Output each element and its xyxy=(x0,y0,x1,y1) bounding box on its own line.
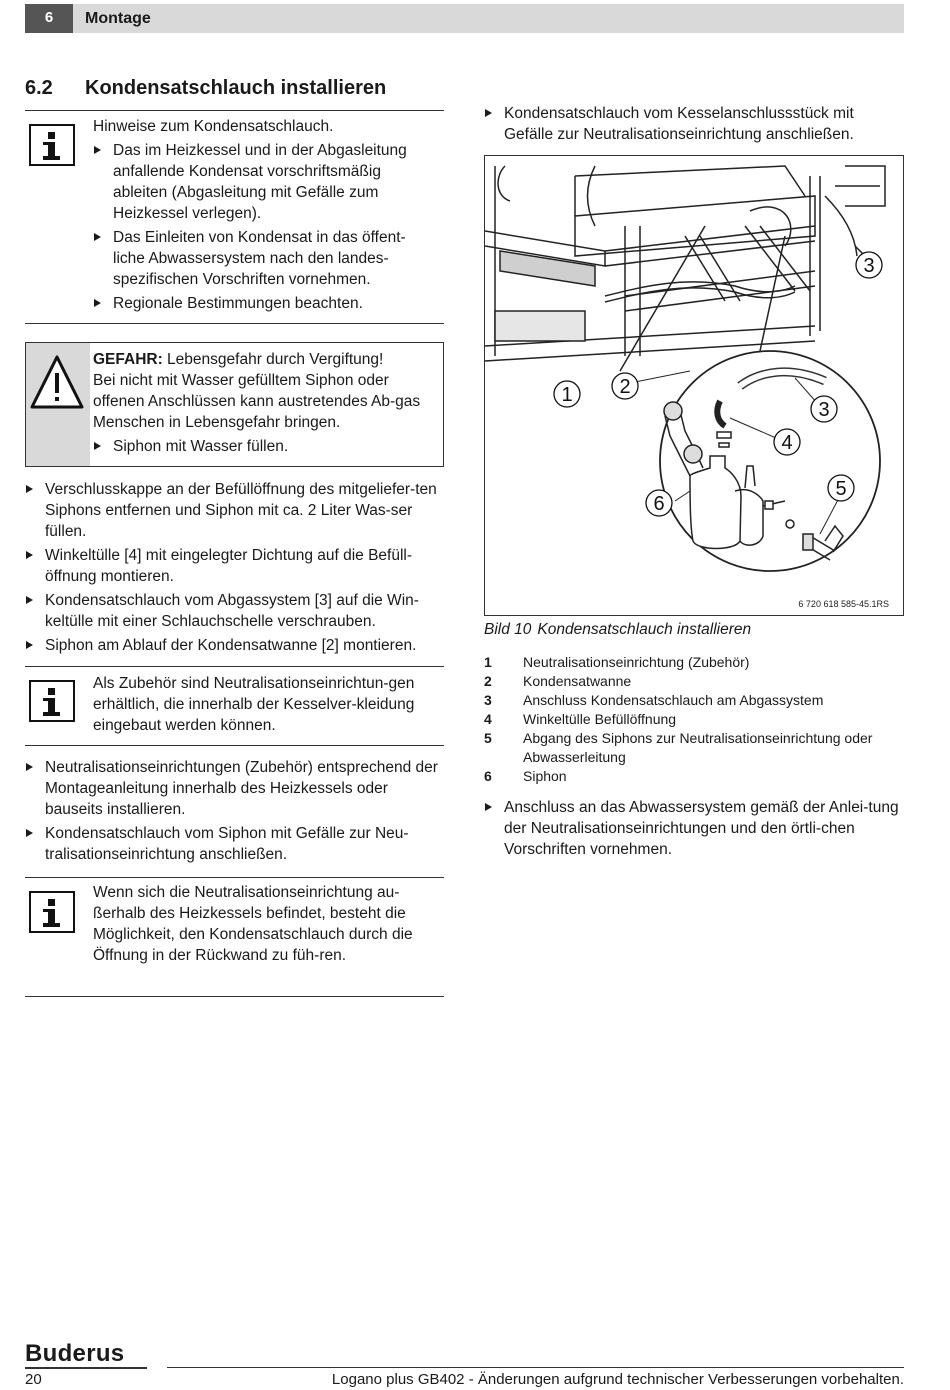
danger-warning-text xyxy=(93,349,428,457)
info-icon xyxy=(29,891,75,933)
legend-item: 6 Siphon xyxy=(484,768,567,784)
danger-heading: Lebensgefahr durch Vergiftung! xyxy=(162,351,384,368)
divider xyxy=(25,996,444,997)
instruction-steps-1 xyxy=(25,479,447,656)
info-icon xyxy=(29,124,75,166)
figure-condensate-installation xyxy=(484,155,904,616)
divider xyxy=(25,745,444,746)
page-number: 20 xyxy=(25,1371,42,1388)
instruction-steps-2 xyxy=(25,757,447,865)
chapter-title: Montage xyxy=(85,10,151,27)
instruction-step: Siphon am Ablauf der Kondensatwanne [2] montieren. xyxy=(25,635,447,656)
divider xyxy=(25,110,444,111)
figure-legend xyxy=(484,653,909,786)
callout-label: 1 xyxy=(561,384,573,406)
section-number: 6.2 xyxy=(25,77,53,99)
footer-divider xyxy=(25,1367,147,1369)
instruction-step: Winkeltülle [4] mit eingelegter Dichtung auf die Befüll-öffnung montieren. xyxy=(25,545,447,587)
divider xyxy=(25,877,444,878)
info-note-2-text: Als Zubehör sind Neutralisationseinrichtun-gen erhältlich, die innerhalb der Kesselver-kleidung eingebaut werden können. xyxy=(93,675,415,734)
instruction-step: Anschluss an das Abwassersystem gemäß der Anlei-tung der Neutralisationseinrichtungen und den örtli-chen Vorschriften vornehmen. xyxy=(484,797,904,860)
instruction-step-right-bottom xyxy=(484,797,904,860)
callout-label: 3 xyxy=(818,399,830,421)
brand-logo: Buderus xyxy=(25,1340,125,1367)
legend-item: 2 Kondensatwanne xyxy=(484,673,632,689)
callout-label: 5 xyxy=(835,478,847,500)
legend-item: 5 Abgang des Siphons zur Neutralisationseinrichtung oder Abwasserleitung xyxy=(484,730,873,765)
instruction-step: Kondensatschlauch vom Siphon mit Gefälle zur Neu-tralisationseinrichtung anschließen. xyxy=(25,823,447,865)
footer-divider xyxy=(167,1367,904,1368)
info-note-1-bullet: Regionale Bestimmungen beachten. xyxy=(93,293,433,314)
info-note-1 xyxy=(93,116,433,314)
danger-bullet: Siphon mit Wasser füllen. xyxy=(93,436,428,457)
info-note-2 xyxy=(93,673,418,736)
chapter-header xyxy=(25,4,904,33)
divider xyxy=(25,666,444,667)
instruction-step: Kondensatschlauch vom Abgassystem [3] auf die Win-keltülle mit einer Schlauchschelle verschrauben. xyxy=(25,590,447,632)
callout-label: 3 xyxy=(863,255,875,277)
divider xyxy=(25,323,444,324)
instruction-step: Neutralisationseinrichtungen (Zubehör) entsprechend der Montageanleitung innerhalb des Heizkessels oder bauseits installieren. xyxy=(25,757,447,820)
section-title: Kondensatschlauch installieren xyxy=(85,77,387,99)
callout-label: 2 xyxy=(619,376,631,398)
info-note-3-text: Wenn sich die Neutralisationseinrichtung au-ßerhalb des Heizkessels befindet, besteht die Möglichkeit, den Kondensatschlauch durch die Öffnung in der Rückwand zu füh-ren. xyxy=(93,884,413,964)
info-icon xyxy=(29,680,75,722)
instruction-step: Verschlusskappe an der Befüllöffnung des mitgeliefer-ten Siphons entfernen und Siphon mit ca. 2 Liter Was-ser füllen. xyxy=(25,479,447,542)
chapter-number: 6 xyxy=(25,4,73,33)
figure-reference-number: 6 720 618 585-45.1RS xyxy=(798,599,889,609)
figure-caption-text: Kondensatschlauch installieren xyxy=(537,621,752,638)
warning-side-panel xyxy=(26,343,90,466)
danger-label: GEFAHR: xyxy=(93,351,163,368)
callout-label: 6 xyxy=(653,493,665,515)
section-heading xyxy=(25,77,386,100)
footer-text: Logano plus GB402 - Änderungen aufgrund technischer Verbesserungen vorbehalten. xyxy=(331,1371,904,1388)
technical-illustration xyxy=(485,156,904,616)
figure-caption xyxy=(484,621,751,639)
info-note-1-bullet: Das im Heizkessel und in der Abgasleitung anfallende Kondensat vorschriftsmäßig ableiten (Abgasleitung mit Gefälle zum Heizkessel verlegen). xyxy=(93,140,433,224)
info-note-1-title: Hinweise zum Kondensatschlauch. xyxy=(93,118,334,135)
instruction-step: Kondensatschlauch vom Kesselanschlussstück mit Gefälle zur Neutralisationseinrichtung anschließen. xyxy=(484,103,904,145)
callout-label: 4 xyxy=(781,432,793,454)
info-note-3 xyxy=(93,882,418,966)
danger-description: Bei nicht mit Wasser gefülltem Siphon oder offenen Anschlüssen kann austretendes Ab-gas Menschen in Lebensgefahr bringen. xyxy=(93,372,421,431)
info-note-1-bullet: Das Einleiten von Kondensat in das öffent-liche Abwassersystem nach den landes-spezifischen Vorschriften vornehmen. xyxy=(93,227,433,290)
warning-triangle-icon xyxy=(26,343,90,413)
figure-caption-number: Bild 10 xyxy=(484,621,532,638)
legend-item: 3 Anschluss Kondensatschlauch am Abgassystem xyxy=(484,692,824,708)
legend-item: 1 Neutralisationseinrichtung (Zubehör) xyxy=(484,654,750,670)
legend-item: 4 Winkeltülle Befüllöffnung xyxy=(484,711,677,727)
instruction-step-right-top xyxy=(484,103,904,145)
